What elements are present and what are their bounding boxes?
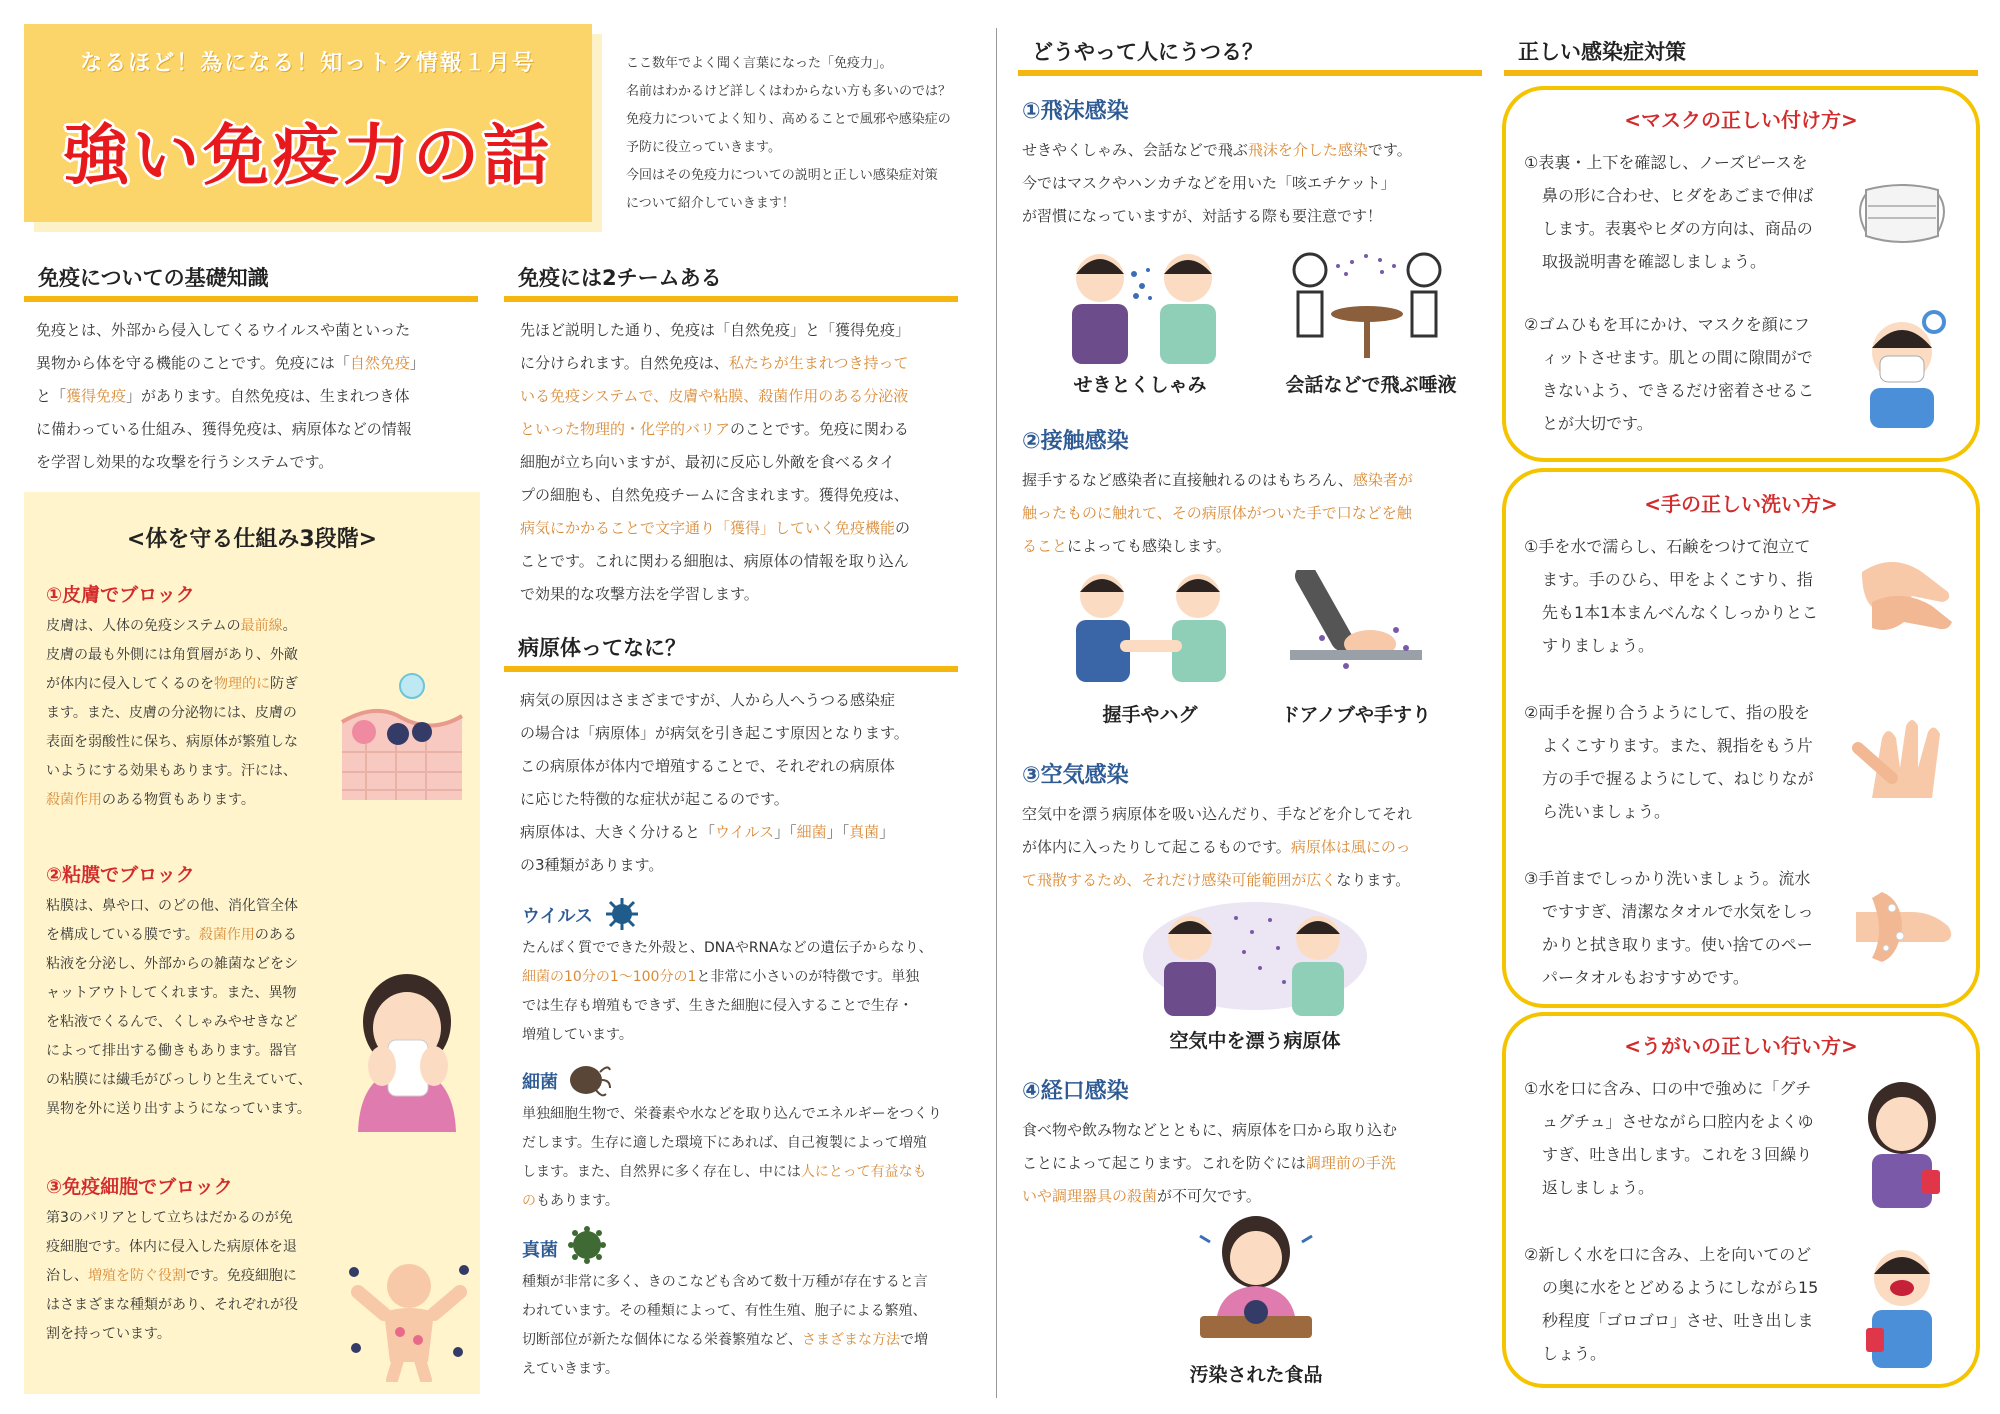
text-line: て飛散するため、それだけ感染可能範囲が広くなります。 bbox=[1022, 871, 1411, 889]
text-line: 空気中を漂う病原体を吸い込んだり、手などを介してそれ bbox=[1022, 805, 1413, 823]
text-line: を学習し効果的な攻撃を行うシステムです。 bbox=[36, 453, 334, 471]
text-line: 粘液を分泌し、外部からの雑菌などをシ bbox=[46, 956, 298, 972]
text-line: 表面を弱酸性に保ち、病原体が繁殖しな bbox=[46, 734, 298, 750]
step-line: ①水を口に含み、口の中で強めに「グチ bbox=[1524, 1079, 1812, 1098]
step-line: ①表裏・上下を確認し、ノーズピースを bbox=[1524, 153, 1808, 172]
gargling-girl-icon bbox=[1858, 1078, 1948, 1208]
text-line: えていきます。 bbox=[522, 1361, 619, 1377]
step-line: かりと拭き取ります。使い捨てのペー bbox=[1542, 935, 1813, 954]
virus-icon bbox=[604, 896, 640, 932]
text-line: 第3のバリアとして立ちはだかるのが免 bbox=[46, 1210, 293, 1226]
text-line: で効果的な攻撃方法を学習します。 bbox=[520, 585, 759, 603]
highlight-text: 人にとって有益なも bbox=[800, 1164, 927, 1180]
step-line: ③手首までしっかり洗いましょう。流水 bbox=[1524, 869, 1811, 888]
text-line: のもあります。 bbox=[522, 1193, 619, 1209]
mask-step-1 bbox=[1524, 146, 1854, 278]
droplet-infection-heading: ①飛沫感染 bbox=[1022, 99, 1129, 124]
sneeze-caption: せきとくしゃみ bbox=[1073, 374, 1207, 396]
highlight-text: て飛散するため、それだけ感染可能範囲が広く bbox=[1022, 871, 1337, 889]
step-line: よくこすります。また、親指をもう片 bbox=[1542, 736, 1813, 755]
intro-line: ここ数年でよく聞く言葉になった「免疫力」。 bbox=[626, 56, 893, 71]
text-line: を粘液でくるんで、くしゃみやせきなど bbox=[46, 1014, 298, 1030]
fungi-icon bbox=[568, 1226, 606, 1264]
column-divider bbox=[996, 28, 997, 1398]
highlight-text: の bbox=[522, 1193, 536, 1209]
text-line: だします。生存に適した環境下にあれば、自己複製によって増殖 bbox=[522, 1135, 927, 1151]
text-line: 増殖しています。 bbox=[522, 1027, 633, 1043]
bacteria-heading: 細菌 bbox=[522, 1072, 558, 1093]
stage-skin-text bbox=[46, 612, 346, 815]
highlight-text: 感染者が bbox=[1352, 471, 1413, 489]
text-line bbox=[1022, 497, 1482, 530]
text-line: 今ではマスクやハンカチなどを用いた「咳エチケット」 bbox=[1022, 174, 1396, 192]
sneeze-illustration bbox=[1060, 244, 1230, 364]
spread-heading: どうやって人にうつる？ bbox=[1018, 36, 1482, 76]
text-line: の3種類があります。 bbox=[520, 856, 664, 874]
text-line: します。また、自然界に多く存在し、中には人にとって有益なも bbox=[522, 1164, 927, 1180]
droplet-infection-text bbox=[1022, 134, 1482, 233]
stages-title: <体を守る仕組み3段階> bbox=[126, 527, 378, 552]
highlight-text: 獲得免疫 bbox=[66, 387, 127, 405]
intro-line: 今回はその免疫力についての説明と正しい感染症対策 bbox=[626, 168, 938, 183]
text-line: 細胞が立ち向いますが、最初に反応し外敵を食べるタイ bbox=[520, 453, 895, 471]
highlight-text: ること bbox=[1022, 537, 1068, 555]
highlight-text: 殺菌作用 bbox=[198, 927, 255, 943]
text-line: いや調理器具の殺菌が不可欠です。 bbox=[1022, 1187, 1261, 1205]
handwash-step-1 bbox=[1524, 530, 1854, 662]
text-line: ます。また、皮膚の分泌物には、皮膚の bbox=[46, 705, 297, 721]
highlight-text: 最前線 bbox=[240, 618, 283, 634]
text-line: では生存も増殖もできず、生きた細胞に侵入することで生存・ bbox=[522, 998, 913, 1014]
text-line: に備わっている仕組み、獲得免疫は、病原体などの情報 bbox=[36, 420, 412, 438]
step-line: 方の手で握るようにして、ねじりなが bbox=[1542, 769, 1814, 788]
measures-heading: 正しい感染症対策 bbox=[1504, 36, 1978, 76]
text-line bbox=[520, 380, 970, 413]
text-line: 先ほど説明した通り、免疫は「自然免疫」と「獲得免疫」 bbox=[520, 321, 911, 339]
text-line: 病気の原因はさまざまですが、人から人へうつる感染症 bbox=[520, 691, 896, 709]
basics-heading: 免疫についての基礎知識 bbox=[24, 262, 478, 302]
step-line: 取扱説明書を確認しましょう。 bbox=[1542, 252, 1767, 271]
handwash-card bbox=[1502, 468, 1980, 1008]
wrist-wash-icon bbox=[1852, 872, 1962, 972]
airborne-caption: 空気中を漂う病原体 bbox=[1169, 1030, 1341, 1052]
step-line: ます。手のひら、甲をよくこすり、指 bbox=[1542, 570, 1813, 589]
text-line: が体内に侵入してくるのを物理的に防ぎ bbox=[46, 676, 298, 692]
step-line: ①手を水で濡らし、石鹸をつけて泡立て bbox=[1524, 537, 1811, 556]
virus-heading: ウイルス bbox=[522, 906, 593, 927]
step-line: ですすぎ、清潔なタオルで水気をしっ bbox=[1542, 902, 1814, 921]
text-line: の粘膜には繊毛がびっしりと生えていて、 bbox=[46, 1072, 312, 1088]
bacteria-text bbox=[522, 1100, 972, 1216]
fungi-text bbox=[522, 1268, 972, 1384]
intro-text bbox=[626, 50, 978, 218]
highlight-text: いる免疫システムで、皮膚や粘膜、殺菌作用のある分泌液 bbox=[520, 387, 909, 405]
fingers-interlace-icon bbox=[1852, 708, 1962, 808]
fungi-heading: 真菌 bbox=[522, 1240, 558, 1261]
text-line: いようにする効果もあります。汗には、 bbox=[46, 763, 297, 779]
sneezing-person-illustration bbox=[342, 962, 472, 1132]
highlight-text: ウイルス bbox=[715, 823, 775, 841]
highlight-text: いや調理器具の殺菌 bbox=[1022, 1187, 1158, 1205]
step-line: すりましょう。 bbox=[1542, 636, 1655, 655]
handwash-step-3 bbox=[1524, 862, 1854, 994]
skin-barrier-illustration bbox=[336, 672, 468, 802]
mask-icon bbox=[1852, 180, 1952, 250]
text-line: 粘膜は、鼻や口、のどの他、消化管全体 bbox=[46, 898, 298, 914]
virus-text bbox=[522, 934, 972, 1050]
step-line: の奥に水をとどめるようにしながら15 bbox=[1542, 1278, 1819, 1297]
text-line: プの細胞も、自然免疫チームに含まれます。獲得免疫は、 bbox=[520, 486, 909, 504]
text-line: 握手するなど感染者に直接触れるのはもちろん、感染者が bbox=[1022, 471, 1413, 489]
text-line: 皮膚の最も外側には角質層があり、外敵 bbox=[46, 647, 298, 663]
stage-skin-heading: ①皮膚でブロック bbox=[46, 584, 195, 606]
highlight-text: 自然免疫 bbox=[349, 354, 410, 372]
text-line: 細菌の10分の1～100分の1と非常に小さいのが特徴です。単独 bbox=[522, 969, 920, 985]
highlight-text: 病気にかかることで文字通り「獲得」していく免疫機能 bbox=[520, 519, 896, 537]
text-line: 種類が非常に多く、きのこなども含めて数十万種が存在すると言 bbox=[522, 1274, 928, 1290]
text-line: 病原体は、大きく分けると「ウイルス」「細菌」「真菌」 bbox=[520, 823, 895, 841]
palm-rubbing-icon bbox=[1852, 542, 1962, 642]
highlight-text: 真菌 bbox=[849, 823, 880, 841]
contact-infection-text bbox=[1022, 464, 1482, 563]
step-line: ュグチュ」させながら口腔内をよくゆ bbox=[1542, 1112, 1814, 1131]
teams-text bbox=[520, 314, 970, 611]
airborne-infection-heading: ③空気感染 bbox=[1022, 763, 1129, 788]
highlight-text: 物理的に bbox=[214, 676, 270, 692]
highlight-text: 細菌の10分の1～100分の1 bbox=[522, 969, 697, 985]
text-line: われています。その種類によって、有性生殖、胞子による繁殖、 bbox=[522, 1303, 927, 1319]
text-line: を構成している膜です。殺菌作用のある bbox=[46, 927, 297, 943]
text-line: によって排出する働きもあります。器官 bbox=[46, 1043, 297, 1059]
gargle-card bbox=[1502, 1012, 1980, 1388]
text-line: といった物理的・化学的バリアのことです。免疫に関わる bbox=[520, 420, 909, 438]
text-line: 免疫とは、外部から侵入してくるウイルスや菌といった bbox=[36, 321, 411, 339]
text-line: ことです。これに関わる細胞は、病原体の情報を取り込ん bbox=[520, 552, 909, 570]
text-line: 病気にかかることで文字通り「獲得」していく免疫機能の bbox=[520, 519, 911, 537]
gargling-boy-icon bbox=[1858, 1238, 1948, 1368]
text-line: はさまざまな種類があり、それぞれが役 bbox=[46, 1297, 298, 1313]
text-line: 殺菌作用のある物質もあります。 bbox=[46, 792, 255, 808]
step-line: ィットさせます。肌との間に隙間がで bbox=[1542, 348, 1813, 367]
gargle-step-2 bbox=[1524, 1238, 1854, 1370]
step-line: ②新しく水を口に含み、上を向いてのど bbox=[1524, 1245, 1812, 1264]
text-line: が体内に入ったりして起こるものです。病原体は風にのっ bbox=[1022, 838, 1411, 856]
contaminated-food-illustration bbox=[1186, 1212, 1326, 1348]
text-line: に分けられます。自然免疫は、私たちが生まれつき持って bbox=[520, 354, 909, 372]
step-line: ②ゴムひもを耳にかけ、マスクを顔にフ bbox=[1524, 315, 1810, 334]
highlight-text: 飛沫を介した感染 bbox=[1247, 141, 1368, 159]
step-line: ら洗いましょう。 bbox=[1542, 802, 1671, 821]
highlight-text: さまざまな方法 bbox=[802, 1332, 900, 1348]
text-line: に応じた特徴的な症状が起こるのです。 bbox=[520, 790, 789, 808]
gargle-step-1 bbox=[1524, 1072, 1854, 1204]
text-line: 皮膚は、人体の免疫システムの最前線。 bbox=[46, 618, 297, 634]
text-line: たんぱく質でできた外殻と、DNAやRNAなどの遺伝子からなり、 bbox=[522, 940, 933, 956]
step-line: 返しましょう。 bbox=[1542, 1178, 1655, 1197]
airborne-pathogen-illustration bbox=[1140, 898, 1370, 1018]
stage-immune-cell-text bbox=[46, 1204, 346, 1349]
text-line: と「獲得免疫」があります。自然免疫は、生まれつき体 bbox=[36, 387, 410, 405]
highlight-text: 殺菌作用 bbox=[46, 792, 102, 808]
step-line: しょう。 bbox=[1542, 1344, 1607, 1363]
step-line: パータオルもおすすめです。 bbox=[1542, 968, 1749, 987]
pathogen-heading: 病原体ってなに？ bbox=[504, 632, 958, 672]
text-line: 食べ物や飲み物などとともに、病原体を口から取り込む bbox=[1022, 1121, 1398, 1139]
doorknob-illustration bbox=[1286, 570, 1426, 680]
intro-line: 免疫力についてよく知り、高めることで風邪や感染症の bbox=[626, 112, 951, 127]
text-line: 単独細胞生物で、栄養素や水などを取り込んでエネルギーをつくり bbox=[522, 1106, 942, 1122]
intro-line: について紹介していきます！ bbox=[626, 196, 795, 211]
handwash-step-2 bbox=[1524, 696, 1854, 828]
page-title: 強い免疫力の話 bbox=[63, 117, 553, 194]
food-caption: 汚染された食品 bbox=[1189, 1364, 1323, 1386]
handwash-card-title: <手の正しい洗い方> bbox=[1644, 492, 1838, 516]
handshake-illustration bbox=[1066, 566, 1236, 686]
step-line: きないよう、できるだけ密着させるこ bbox=[1542, 381, 1815, 400]
step-line: します。表裏やヒダの方向は、商品の bbox=[1542, 219, 1813, 238]
issue-subtitle: なるほど！為になる！知っトク情報１月号 bbox=[80, 51, 536, 76]
doorknob-caption: ドアノブや手すり bbox=[1281, 704, 1431, 726]
airborne-infection-text bbox=[1022, 798, 1482, 897]
immune-cell-illustration bbox=[344, 1252, 474, 1382]
text-line: 疫細胞です。体内に侵入した病原体を退 bbox=[46, 1239, 297, 1255]
teams-heading: 免疫には2チームある bbox=[504, 262, 958, 302]
contact-infection-heading: ②接触感染 bbox=[1022, 429, 1129, 454]
mask-step-2 bbox=[1524, 308, 1854, 440]
basics-text bbox=[36, 314, 476, 479]
highlight-text: 細菌 bbox=[796, 823, 827, 841]
step-line: ②両手を握り合うようにして、指の股を bbox=[1524, 703, 1811, 722]
text-line: 割を持っています。 bbox=[46, 1326, 171, 1342]
oral-infection-heading: ④経口感染 bbox=[1022, 1079, 1129, 1104]
text-line: この病原体が体内で増殖することで、それぞれの病原体 bbox=[520, 757, 895, 775]
step-line: すぎ、吐き出します。これを３回繰り bbox=[1542, 1145, 1813, 1164]
step-line: 秒程度「ゴロゴロ」させ、吐き出しま bbox=[1542, 1311, 1814, 1330]
stage-mucosa-heading: ②粘膜でブロック bbox=[46, 864, 195, 886]
oral-infection-text bbox=[1022, 1114, 1482, 1213]
step-line: 先も1本1本まんべんなくしっかりとこ bbox=[1542, 603, 1819, 622]
mask-card bbox=[1502, 86, 1980, 462]
intro-line: 名前はわかるけど詳しくはわからない方も多いのでは？ bbox=[626, 84, 952, 99]
highlight-text: といった物理的・化学的バリア bbox=[520, 420, 731, 438]
highlight-text: 病原体は風にのっ bbox=[1290, 838, 1411, 856]
gargle-card-title: <うがいの正しい行い方> bbox=[1624, 1034, 1858, 1058]
highlight-text: 私たちが生まれつき持って bbox=[728, 354, 909, 372]
stage-mucosa-text bbox=[46, 892, 356, 1124]
text-line: ることによっても感染します。 bbox=[1022, 537, 1231, 555]
highlight-text: 増殖を防ぐ役割 bbox=[88, 1268, 186, 1284]
text-line: 治し、増殖を防ぐ役割です。免疫細胞に bbox=[46, 1268, 297, 1284]
intro-line: 予防に役立っていきます。 bbox=[626, 140, 781, 155]
stage-immune-cell-heading: ③免疫細胞でブロック bbox=[46, 1176, 233, 1198]
text-line: ことによって起こります。これを防ぐには調理前の手洗 bbox=[1022, 1154, 1396, 1172]
text-line: の場合は「病原体」が病気を引き起こす原因となります。 bbox=[520, 724, 909, 742]
highlight-text: 触ったものに触れて、その病原体がついた手で口などを触 bbox=[1022, 504, 1412, 522]
title-banner bbox=[24, 24, 592, 222]
defense-stages-panel bbox=[24, 492, 480, 1394]
masked-person-icon bbox=[1852, 308, 1952, 428]
step-line: とが大切です。 bbox=[1542, 414, 1653, 433]
step-line: 鼻の形に合わせ、ヒダをあごまで伸ば bbox=[1542, 186, 1814, 205]
text-line: ャットアウトしてくれます。また、異物 bbox=[46, 985, 297, 1001]
bacteria-icon bbox=[566, 1058, 612, 1098]
text-line: 異物を外に送り出すようになっています。 bbox=[46, 1101, 311, 1117]
pathogen-text bbox=[520, 684, 970, 882]
conversation-caption: 会話などで飛ぶ唾液 bbox=[1285, 374, 1457, 396]
handshake-caption: 握手やハグ bbox=[1102, 704, 1198, 726]
text-line: せきやくしゃみ、会話などで飛ぶ飛沫を介した感染です。 bbox=[1022, 141, 1412, 159]
text-line: 切断部位が新たな個体になる栄養繁殖など、さまざまな方法で増 bbox=[522, 1332, 928, 1348]
conversation-droplet-illustration bbox=[1282, 244, 1452, 364]
highlight-text: 調理前の手洗 bbox=[1305, 1154, 1396, 1172]
mask-card-title: <マスクの正しい付け方> bbox=[1624, 108, 1858, 132]
text-line: 異物から体を守る機能のことです。免疫には「自然免疫」 bbox=[36, 354, 425, 372]
text-line: が習慣になっていますが、対話する際も要注意です！ bbox=[1022, 207, 1383, 225]
